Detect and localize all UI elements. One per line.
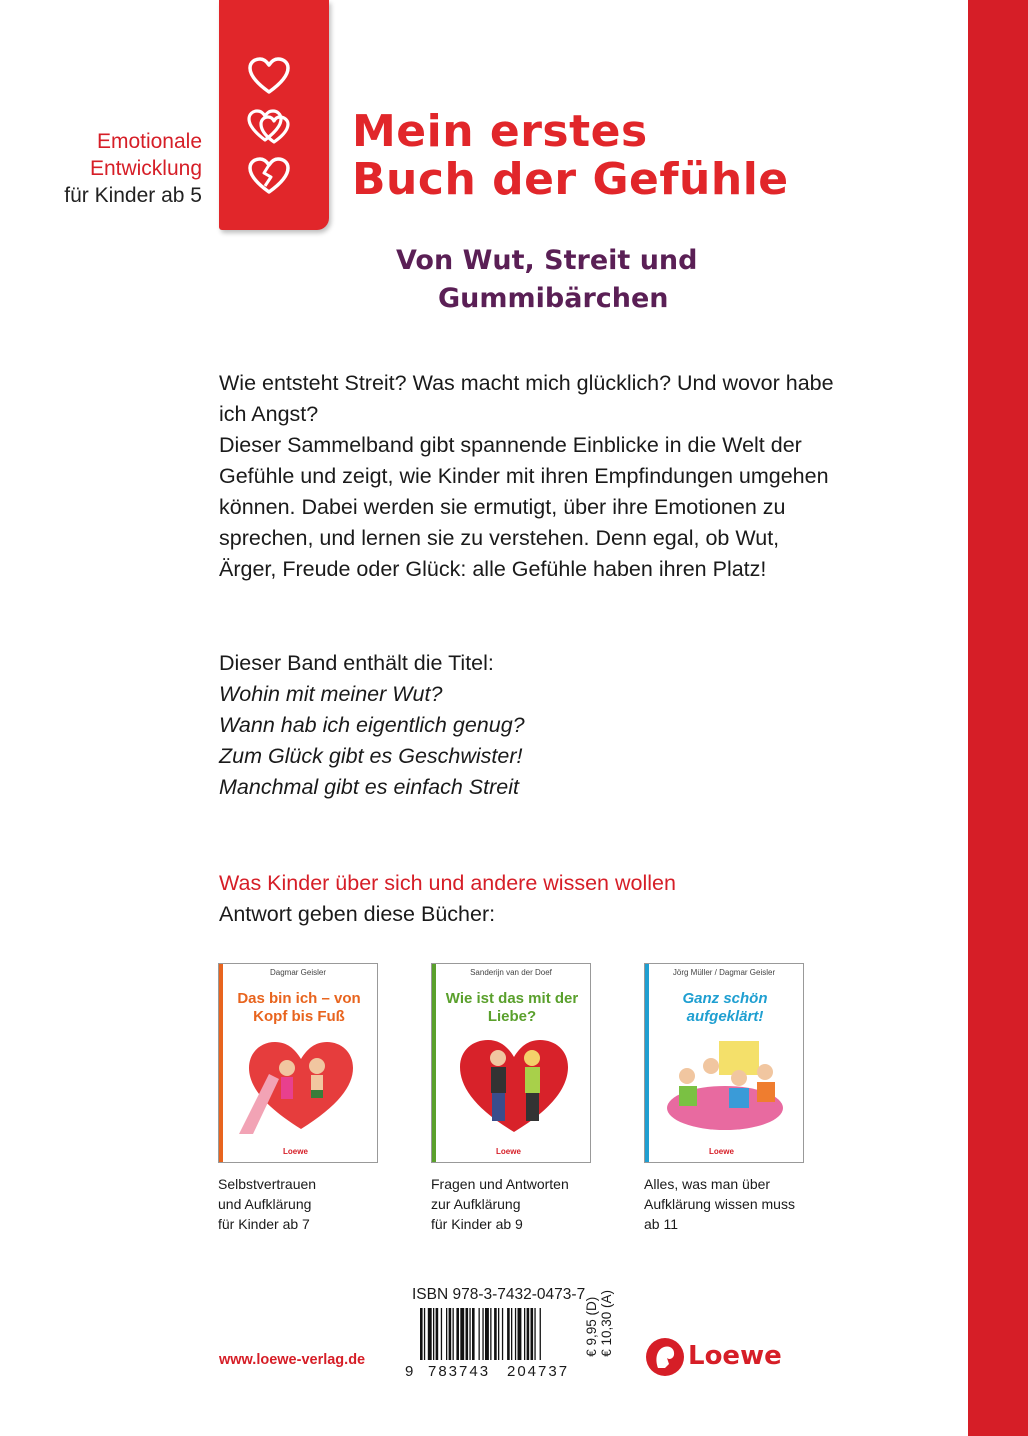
barcode-bar [485, 1308, 489, 1360]
contents-title: Wann hab ich eigentlich genug? [219, 713, 525, 737]
barcode-bar [424, 1308, 425, 1360]
book-caption [431, 1174, 621, 1234]
book-caption-line: für Kinder ab 7 [218, 1216, 310, 1232]
barcode-bar [479, 1308, 480, 1360]
book-caption-line: Aufklärung wissen muss [644, 1196, 795, 1212]
book-author: Jörg Müller / Dagmar Geisler [672, 968, 776, 977]
barcode-bar [428, 1308, 432, 1360]
barcode-bar [540, 1308, 541, 1360]
book-caption-line: zur Aufklärung [431, 1196, 521, 1212]
book-illustration [659, 1036, 794, 1136]
book-caption-line: für Kinder ab 9 [431, 1216, 523, 1232]
barcode-bar [449, 1308, 452, 1360]
barcode-bar [460, 1308, 464, 1360]
promo-heading: Was Kinder über sich und andere wissen wollen [219, 871, 676, 895]
book-spine [432, 964, 436, 1162]
lion-head-icon [646, 1338, 684, 1376]
book-caption [644, 1174, 834, 1234]
book-caption-line: Selbstvertrauen [218, 1176, 317, 1192]
description-paragraph-2: Dieser Sammelband gibt spannende Einblicke in die Welt der Gefühle und zeigt, wie Kinder mit ihren Empfindungen umgehen können. Dabei werden sie ermutigt, über ihre Emotionen zu sprechen, und lernen sie zu verstehen. Denn egal, ob Wut, Ärger, Freude oder Glück: alle Gefühle haben ihren Platz! [219, 433, 829, 581]
related-book-cover [431, 963, 591, 1163]
barcode-bar [531, 1308, 534, 1360]
publisher-logo: Loewe [283, 1147, 308, 1156]
barcode [420, 1308, 580, 1360]
description [219, 368, 839, 585]
publisher-lion-icon [646, 1338, 684, 1376]
heart-icon [247, 56, 291, 96]
book-caption-line: und Aufklärung [218, 1196, 312, 1212]
price-label [584, 1290, 614, 1357]
price-austria: € 10,30 (A) [599, 1290, 614, 1357]
book-subtitle-line-2: Gummibärchen [438, 283, 669, 314]
barcode-bar [518, 1308, 522, 1360]
barcode-bar [502, 1308, 503, 1360]
book-title-line-2: Buch der Gefühle [352, 154, 789, 205]
barcode-bar [515, 1308, 516, 1360]
barcode-digit: 9 [405, 1363, 414, 1380]
book-caption [218, 1174, 408, 1234]
contents-list [219, 648, 839, 803]
book-subtitle-line-1: Von Wut, Streit und [396, 245, 698, 276]
category-line-2: Entwicklung [89, 157, 202, 180]
category-label [20, 128, 202, 209]
price-germany: € 9,95 (D) [584, 1296, 599, 1357]
related-book-cover [218, 963, 378, 1163]
publisher-logo: Loewe [496, 1147, 521, 1156]
promo-subheading: Antwort geben diese Bücher: [219, 902, 496, 926]
price-block [584, 1290, 616, 1382]
contents-title: Wohin mit meiner Wut? [219, 682, 443, 706]
description-paragraph-1: Wie entsteht Streit? Was macht mich glücklich? Und wovor habe ich Angst? [219, 371, 834, 426]
book-caption-line: ab 11 [644, 1216, 678, 1232]
book-title [352, 108, 852, 204]
barcode-bar [534, 1308, 535, 1360]
barcode-bar [472, 1308, 475, 1360]
barcode-digits: 783743 [428, 1363, 491, 1380]
book-caption-line: Alles, was man über [644, 1176, 771, 1192]
barcode-bar [507, 1308, 510, 1360]
barcode-bar [446, 1308, 447, 1360]
book-cover-title: Das bin ich – von Kopf bis Fuß [237, 990, 361, 1025]
barcode-bar [498, 1308, 499, 1360]
contents-title: Zum Glück gibt es Geschwister! [219, 744, 523, 768]
contents-title: Manchmal gibt es einfach Streit [219, 775, 519, 799]
barcode-bar [420, 1308, 423, 1360]
barcode-bar [511, 1308, 512, 1360]
barcode-bar [494, 1308, 497, 1360]
book-author: Sanderijn van der Doef [470, 968, 552, 977]
barcode-bar [436, 1308, 439, 1360]
double-heart-icon [247, 106, 291, 146]
barcode-bar [466, 1308, 469, 1360]
barcode-bar [490, 1308, 491, 1360]
barcode-bar [441, 1308, 442, 1360]
publisher-name: Loewe [688, 1341, 782, 1371]
book-spine [645, 964, 649, 1162]
book-cover-title: Ganz schön aufgeklärt! [682, 990, 768, 1025]
publisher-logo [646, 1336, 796, 1382]
barcode-bar [469, 1308, 470, 1360]
barcode-bar [482, 1308, 483, 1360]
category-ribbon [219, 0, 329, 230]
publisher-logo: Loewe [709, 1147, 734, 1156]
broken-heart-icon [247, 156, 291, 196]
category-line-1: Emotionale [96, 130, 202, 153]
category-line-3: für Kinder ab 5 [64, 184, 202, 207]
barcode-bar [456, 1308, 459, 1360]
book-subtitle [396, 242, 796, 318]
contents-heading: Dieser Band enthält die Titel: [219, 651, 494, 675]
book-illustration [239, 1034, 364, 1134]
barcode-bar [527, 1308, 530, 1360]
barcode-bar [433, 1308, 434, 1360]
right-edge-strip [968, 0, 1028, 1436]
barcode-bar [453, 1308, 454, 1360]
book-author: Dagmar Geisler [269, 968, 326, 977]
book-caption-line: Fragen und Antworten [431, 1176, 569, 1192]
book-cover-title: Wie ist das mit der Liebe? [445, 990, 579, 1025]
publisher-website-link[interactable]: www.loewe-verlag.de [219, 1352, 366, 1368]
book-spine [219, 964, 223, 1162]
related-book-cover [644, 963, 804, 1163]
barcode-bar [524, 1308, 525, 1360]
barcode-digits: 204737 [507, 1363, 570, 1380]
book-illustration [452, 1032, 577, 1136]
isbn-label: ISBN 978-3-7432-0473-7 [412, 1286, 586, 1303]
book-title-line-1: Mein erstes [352, 106, 648, 157]
